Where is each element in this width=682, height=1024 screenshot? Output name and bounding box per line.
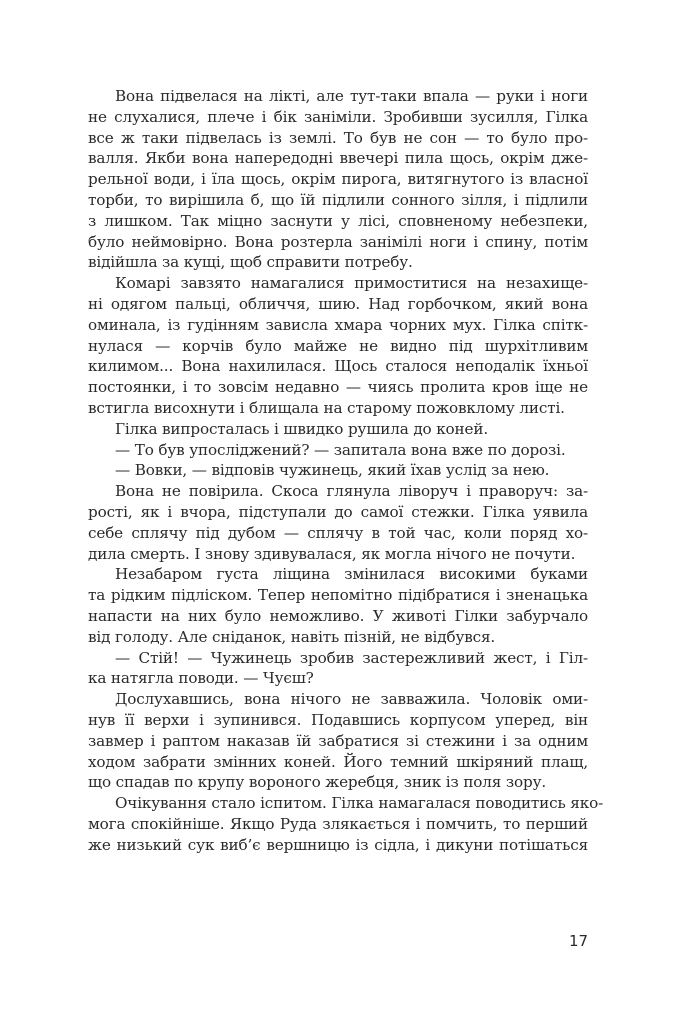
text-line: мога спокійніше. Якщо Руда злякається і помчить, то перший bbox=[88, 814, 588, 833]
paragraph bbox=[88, 273, 588, 419]
text-line: — То був упосліджений? — запитала вона вже по дорозі. bbox=[115, 440, 566, 459]
paragraph bbox=[88, 440, 588, 461]
text-line: Незабаром густа ліщина змінилася високими буками bbox=[115, 565, 588, 584]
paragraph bbox=[88, 648, 588, 690]
paragraph bbox=[88, 793, 604, 855]
text-line: килимом... Вона нахилилася. Щось сталося неподалік їхньої bbox=[88, 357, 588, 376]
paragraph bbox=[88, 689, 588, 793]
text-line: з лишком. Так міцно заснути у лісі, сповненому небезпеки, bbox=[88, 211, 588, 230]
paragraph bbox=[88, 481, 588, 564]
text-line: Вона підвелася на лікті, але тут-таки впала — руки і ноги bbox=[115, 87, 588, 105]
text-line: все ж таки підвелась із землі. То був не сон — то було про- bbox=[88, 128, 588, 147]
text-line: рості, як і вчора, підступали до самої стежки. Гілка уявила bbox=[88, 502, 588, 521]
text-line: ходом забрати змінних коней. Його темний шкіряний плащ, bbox=[88, 752, 588, 771]
text-line: Дослухавшись, вона нічого не завважила. Чоловік оми- bbox=[115, 690, 588, 709]
text-line: торби, то вирішила б, що їй підлили сонного зілля, і підлили bbox=[88, 190, 588, 209]
page-number: 17 bbox=[569, 932, 589, 950]
text-line: завмер і раптом наказав їй забратися зі стежини і за одним bbox=[88, 731, 588, 750]
text-line: та рідким підліском. Тепер непомітно підібратися і зненацька bbox=[88, 586, 588, 605]
text-line: — Вовки, — відповів чужинець, який їхав услід за нею. bbox=[115, 461, 550, 480]
text-line: дила смерть. І знову здивувалася, як могла нічого не почути. bbox=[88, 544, 576, 563]
paragraph bbox=[88, 460, 588, 481]
text-line: нув її верхи і зупинився. Подавшись корпусом уперед, він bbox=[88, 710, 588, 729]
text-line: Комарі завзято намагалися примоститися на незахище- bbox=[115, 274, 588, 293]
paragraph bbox=[88, 86, 588, 273]
text-line: що спадав по крупу вороного жеребця, зник із поля зору. bbox=[88, 773, 547, 792]
text-line: Очікування стало іспитом. Гілка намагалася поводитись яко- bbox=[115, 794, 604, 813]
paragraph bbox=[88, 564, 588, 647]
text-line: ка натягла поводи. — Чуєш? bbox=[88, 669, 314, 688]
text-line: себе сплячу під дубом — сплячу в той час, коли поряд хо- bbox=[88, 523, 588, 542]
text-line: — Стій! — Чужинець зробив застережливий жест, і Гіл- bbox=[115, 648, 588, 667]
text-line: нулася — корчів було майже не видно під шурхітливим bbox=[88, 336, 588, 355]
text-line: напасти на них було неможливо. У животі Гілки забурчало bbox=[88, 606, 588, 625]
text-line: Гілка випросталась і швидко рушила до коней. bbox=[115, 419, 489, 438]
text-line: оминала, із гудінням зависла хмара чорних мух. Гілка спітк- bbox=[88, 315, 588, 334]
text-line: встигла висохнути і блищала на старому пожовклому листі. bbox=[88, 398, 565, 417]
text-line: від голоду. Але сніданок, навіть пізній, не відбувся. bbox=[88, 627, 496, 646]
text-line: постоянки, і то зовсім недавно — чиясь пролита кров іще не bbox=[88, 378, 588, 397]
text-line: Вона не повірила. Скоса глянула ліворуч і праворуч: за- bbox=[115, 482, 588, 501]
text-line: же низький сук виб’є вершницю із сідла, і дикуни потішаться bbox=[88, 835, 588, 854]
text-line: валля. Якби вона напередодні ввечері пила щось, окрім дже- bbox=[88, 149, 588, 168]
body-text bbox=[88, 86, 604, 855]
text-line: відійшла за кущі, щоб справити потребу. bbox=[88, 253, 413, 272]
text-line: рельної води, і їла щось, окрім пирога, витягнутого із власної bbox=[88, 170, 588, 189]
text-line: не слухалися, плече і бік заніміли. Зробивши зусилля, Гілка bbox=[88, 107, 588, 126]
text-line: було неймовірно. Вона розтерла занімілі ноги і спину, потім bbox=[88, 232, 588, 251]
text-line: ні одягом пальці, обличчя, шию. Над горбочком, який вона bbox=[88, 294, 588, 313]
paragraph bbox=[88, 419, 588, 440]
